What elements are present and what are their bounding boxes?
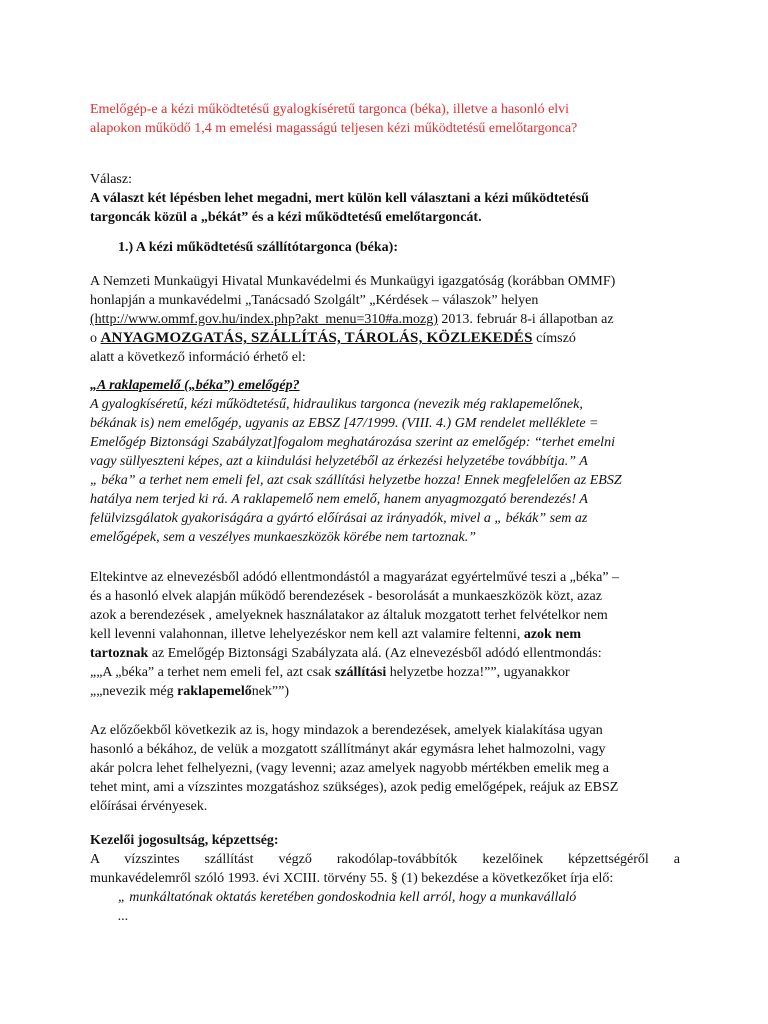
paragraph-line: akár polcra lehet felhelyezni, (vagy levenni; azaz amelyek nagyobb mértékben emelik meg a [90,761,609,776]
intro-line: A Nemzeti Munkaügyi Hivatal Munkavédelmi és Munkaügyi igazgatóság (korábban OMMF) [90,274,616,289]
intro-line: (http://www.ommf.gov.hu/index.php?akt_menu=310#a.mozg) 2013. február 8-i állapotban az [90,312,614,327]
paragraph-line: hasonló a békához, de velük a mozgatott szállítmányt akár egymásra lehet halmozolni, vagy [90,742,606,757]
paragraph-line: „„A „béka” a terhet nem emeli fel, azt csak szállítási helyzetbe hozza!””, ugyanakkor [90,665,570,680]
section2-heading: Kezelői jogosultság, képzettség: [90,833,279,848]
paragraph-line: tartoznak az Emelőgép Biztonsági Szabályzata alá. (Az elnevezésből adódó ellentmondás: [90,646,602,661]
paragraph-2 [90,721,680,816]
paragraph-line: „„nevezik még raklapemelőnek””) [90,684,290,699]
paragraph-line: előírásai érvényesek. [90,799,208,814]
answer-bold-line: A választ két lépésben lehet megadni, mert külön kell választani a kézi működtetésű [90,191,589,206]
paragraph-line: munkavédelemről szóló 1993. évi XCIII. törvény 55. § (1) bekezdése a következőket írja elő: [90,871,614,886]
quote-line: hatálya nem terjed ki rá. A raklapemelő nem emelő, hanem anyagmozgató berendezés! A [90,492,588,507]
intro-line: o ANYAGMOZGATÁS, SZÁLLÍTÁS, TÁROLÁS, KÖZLEKEDÉS címszó [90,330,576,346]
intro-line: honlapján a munkavédelmi „Tanácsadó Szolgált” „Kérdések – válaszok” helyen [90,293,539,308]
question-line: alapokon működő 1,4 m emelési magasságú teljesen kézi működtetésű emelőtargonca? [90,121,578,136]
question-block [90,100,680,138]
quote-title: „A raklapemelő („béka”) emelőgép? [90,378,300,393]
answer-block [90,170,680,227]
quote-block [90,376,680,547]
quote-line: felülvizsgálatok gyakoriságára a gyártó előírásai az irányadók, mivel a „ békák” sem az [90,511,588,526]
answer-label: Válasz: [90,172,132,187]
quote-line: békának is) nem emelőgép, ugyanis az EBSZ [47/1999. (VIII. 4.) GM rendelet melléklete = [90,416,599,431]
quote-line: Emelőgép Biztonsági Szabályzat]fogalom meghatározása szerint az emelőgép: “terhet emelni [90,435,615,450]
section1-heading: 1.) A kézi működtetésű szállítótargonca (béka): [118,240,398,255]
quote-line: A gyalogkíséretű, kézi működtetésű, hidraulikus targonca (nevezik még raklapemelőnek, [90,397,583,412]
intro-line: alatt a következő információ érhető el: [90,350,306,365]
paragraph-line: A vízszintes szállítást végző rakodólap-továbbítók kezelőinek képzettségéről a [90,852,680,867]
paragraph-line: Eltekintve az elnevezésből adódó ellentmondástól a magyarázat egyértelművé teszi a „béka” – [90,570,620,585]
intro-block [90,272,680,367]
category-title: ANYAGMOZGATÁS, SZÁLLÍTÁS, TÁROLÁS, KÖZLEKEDÉS [100,330,533,346]
quote-line: emelőgépek, sem a veszélyes munkaeszközök körébe nem tartoznak.” [90,530,477,545]
citation-ellipsis: ... [118,909,129,924]
quote-line: vagy süllyeszteni képes, azt a kiindulási helyzetéből az érkezési helyzetébe továbbítja.” A [90,454,588,469]
answer-bold-line: targoncák közül a „békát” és a kézi működtetésű emelőtargoncát. [90,210,482,225]
paragraph-1 [90,568,680,701]
question-line: Emelőgép-e a kézi működtetésű gyalogkíséretű targonca (béka), illetve a hasonló elvi [90,102,570,117]
ommf-link[interactable]: (http://www.ommf.gov.hu/index.php?akt_menu=310#a.mozg) [90,312,438,327]
paragraph-line: tehet mint, ami a vízszintes mozgatáshoz szükséges), azok pedig emelőgépek, reájuk az EBSZ [90,780,619,795]
citation-line: „ munkáltatónak oktatás keretében gondoskodnia kell arról, hogy a munkavállaló [118,890,577,905]
paragraph-line: és a hasonló elvek alapján működő berendezések - besorolását a munkaeszközök közt, azaz [90,589,602,604]
section2-block [90,831,680,926]
paragraph-line: kell levenni valahonnan, illetve lehelyezéskor nem kell azt valamire feltenni, azok nem [90,627,581,642]
paragraph-line: azok a berendezések , amelyeknek használatakor az általuk mozgatott terhet felvételkor nem [90,608,608,623]
quote-line: „ béka” a terhet nem emeli fel, azt csak szállítási helyzetbe hozza! Ennek megfelelően az EBSZ [90,473,622,488]
paragraph-line: Az előzőekből következik az is, hogy mindazok a berendezések, amelyek kialakítása ugyan [90,723,603,738]
